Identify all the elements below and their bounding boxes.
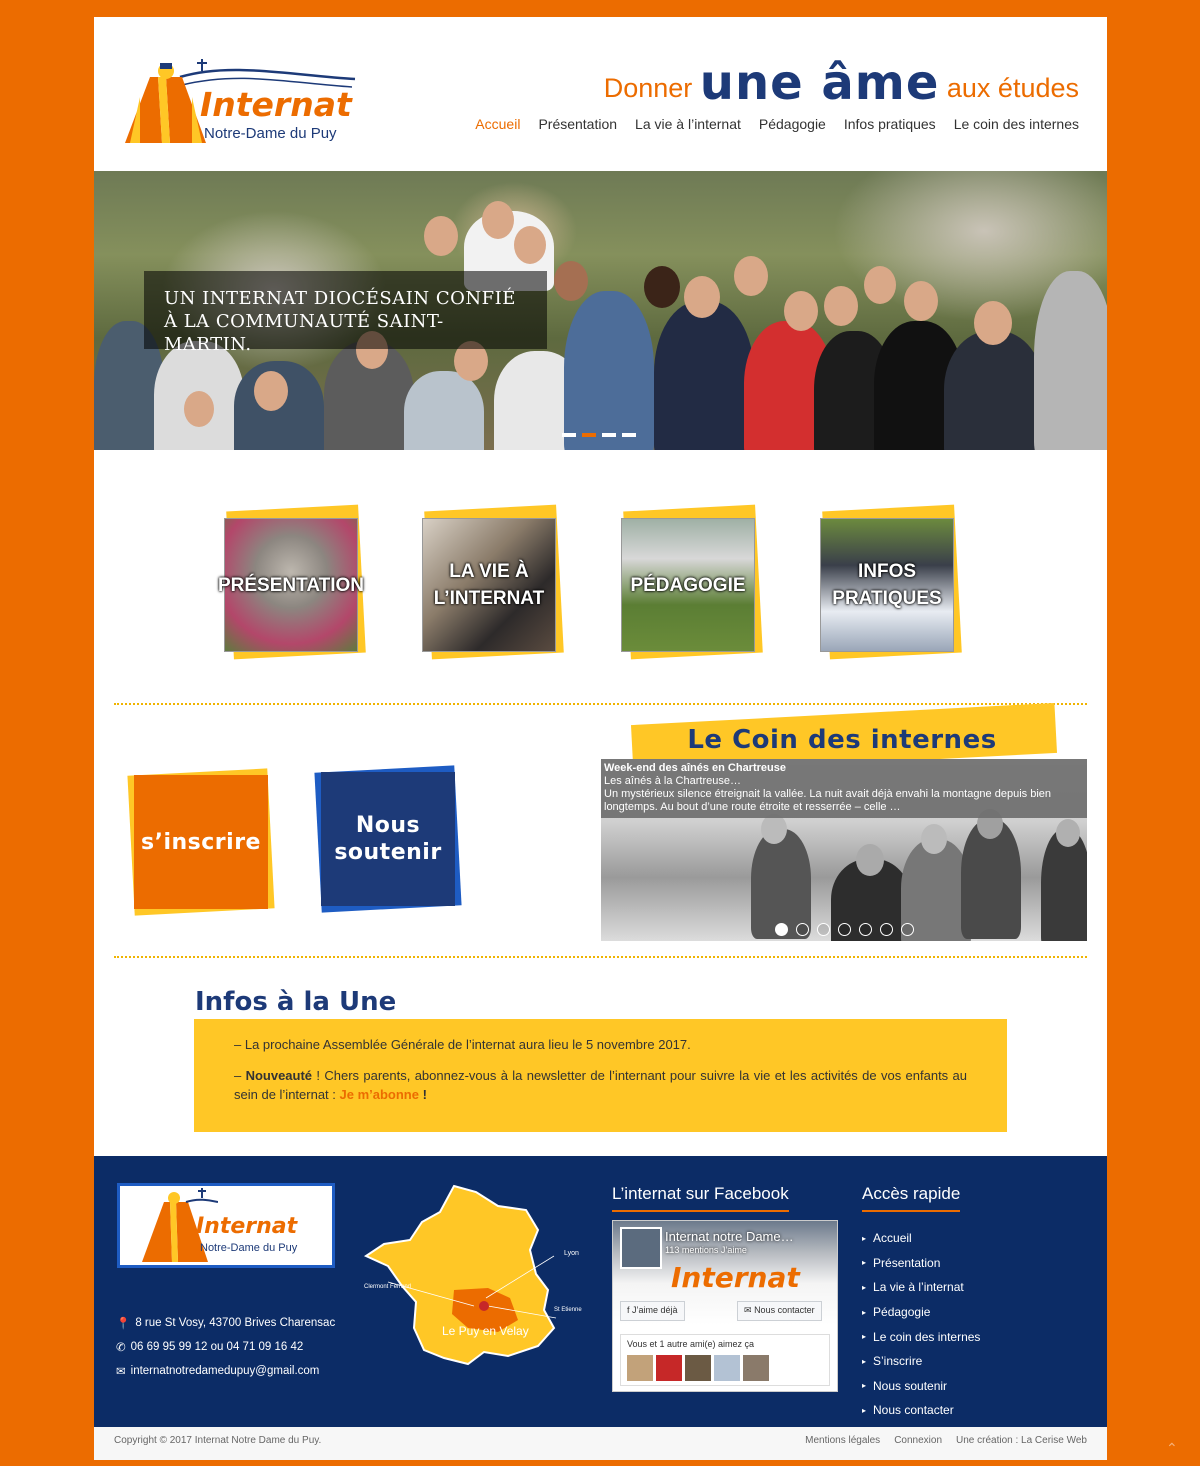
map-label-city: Le Puy en Velay — [442, 1324, 529, 1338]
subscribe-link[interactable]: Je m’abonne — [339, 1087, 419, 1102]
fb-page-thumbnail[interactable] — [620, 1227, 662, 1269]
nav-accueil[interactable]: Accueil — [475, 116, 521, 132]
quick-link-sinscrire[interactable]: ▸ S’inscrire — [862, 1349, 980, 1374]
coin-post-overlay[interactable] — [601, 759, 1087, 818]
hero-dot-active[interactable] — [582, 433, 596, 437]
logo-title: Internat — [200, 85, 352, 124]
infos-dash: – — [234, 1068, 246, 1083]
phone-text: 06 69 95 99 12 ou 04 71 09 16 42 — [130, 1341, 304, 1353]
coin-title: Le Coin des internes — [687, 725, 997, 755]
coin-dot[interactable] — [796, 923, 809, 936]
fb-contact-button[interactable] — [737, 1301, 822, 1321]
footer — [94, 1156, 1107, 1427]
fb-friend-avatars — [627, 1349, 823, 1383]
hero-slider[interactable] — [94, 171, 1107, 450]
map-pin-icon: 📍 — [116, 1318, 131, 1330]
nav-coin-internes[interactable]: Le coin des internes — [953, 116, 1079, 132]
credit-link[interactable]: Une création : La Cerise Web — [956, 1435, 1087, 1446]
coin-post-excerpt: Un mystérieux silence étreignait la vallée. La nuit avait déjà envahi la montagne depuis bien longtemps. Au bout d’une route étroite et resserrée – celle … — [604, 788, 1051, 813]
login-link[interactable]: Connexion — [894, 1435, 942, 1446]
facebook-widget[interactable] — [612, 1220, 838, 1392]
sinscrire-label: s’inscrire — [134, 775, 268, 909]
fb-like-count: 113 mentions J’aime — [665, 1245, 747, 1255]
nous-soutenir-label: Nous soutenir — [321, 772, 455, 906]
coin-dot[interactable] — [838, 923, 851, 936]
nav-infos-pratiques[interactable]: Infos pratiques — [843, 116, 936, 132]
quick-link-vie-internat[interactable]: ▸ La vie à l’internat — [862, 1275, 980, 1300]
fb-friends-box — [620, 1334, 830, 1386]
coin-dot[interactable] — [859, 923, 872, 936]
map-label-clermont: Clermont Ferrand — [364, 1284, 412, 1290]
hero-dot[interactable] — [622, 433, 636, 437]
site-logo[interactable] — [120, 57, 360, 149]
bottom-bar — [94, 1427, 1107, 1460]
bottom-links — [805, 1435, 1087, 1446]
fb-like-label: J’aime déjà — [632, 1305, 678, 1315]
avatar[interactable] — [685, 1355, 711, 1381]
infos-box — [194, 1019, 1007, 1132]
quick-link-nous-contacter[interactable]: ▸ Nous contacter — [862, 1398, 980, 1423]
nav-pedagogie[interactable]: Pédagogie — [758, 116, 826, 132]
nav-vie-internat[interactable]: La vie à l’internat — [635, 116, 741, 132]
infos-line1: – La prochaine Assemblée Générale de l’internat aura lieu le 5 novembre 2017. — [234, 1037, 691, 1052]
email-text[interactable]: internatnotredamedupuy@gmail.com — [130, 1365, 320, 1377]
tile-label: PÉDAGOGIE — [630, 574, 746, 596]
fb-like-button[interactable] — [620, 1301, 685, 1321]
infos-title: Infos à la Une — [195, 987, 397, 1017]
coin-post-subtitle: Les aînés à la Chartreuse… — [604, 775, 741, 787]
infos-line2 — [234, 1066, 967, 1104]
map-label-stetienne: St Etienne — [554, 1307, 582, 1313]
hero-dot[interactable] — [602, 433, 616, 437]
footer-phone — [116, 1340, 303, 1354]
tile-label: INFOS PRATIQUES — [832, 561, 942, 609]
tagline-big: une âme — [699, 55, 940, 111]
infos-nouveaute: Nouveauté — [245, 1068, 313, 1083]
hero-caption-line2: À LA COMMUNAUTÉ SAINT-MARTIN. — [164, 311, 444, 355]
france-map-icon — [358, 1178, 588, 1378]
coin-slider[interactable] — [601, 759, 1087, 941]
quick-link-nous-soutenir[interactable]: ▸ Nous soutenir — [862, 1374, 980, 1399]
copyright: Copyright © 2017 Internat Notre Dame du Puy. — [114, 1435, 322, 1446]
page — [94, 17, 1107, 1460]
footer-logo[interactable] — [117, 1183, 335, 1268]
fb-icon: f — [627, 1305, 630, 1315]
sinscrire-button[interactable] — [134, 775, 268, 909]
fb-page-name[interactable]: Internat notre Dame… — [665, 1229, 794, 1244]
tagline-pre: Donner — [603, 73, 693, 103]
infos-text: ! Chers parents, abonnez-vous à la newsletter de l’internant pour suivre la vie et les activités de vos enfants au sein de l’internat : — [234, 1068, 967, 1102]
avatar[interactable] — [714, 1355, 740, 1381]
tagline — [604, 53, 1079, 109]
hero-pagination — [562, 433, 636, 437]
tile-pedagogie[interactable] — [621, 518, 755, 652]
scroll-top-icon[interactable]: ⌃ — [1166, 1440, 1178, 1456]
coin-dot[interactable] — [901, 923, 914, 936]
quick-links — [862, 1226, 980, 1423]
nous-soutenir-button[interactable] — [321, 772, 455, 906]
footer-logo-subtitle: Notre-Dame du Puy — [200, 1242, 298, 1254]
section-divider — [114, 703, 1087, 705]
section-divider — [114, 956, 1087, 958]
footer-address — [116, 1316, 335, 1330]
quick-link-presentation[interactable]: ▸ Présentation — [862, 1251, 980, 1276]
fb-friends-text: Vous et 1 autre ami(e) aimez ça — [627, 1339, 755, 1349]
avatar[interactable] — [627, 1355, 653, 1381]
coin-post-title: Week-end des aînés en Chartreuse — [604, 762, 786, 774]
coin-pagination — [775, 923, 914, 936]
map-label-lyon: Lyon — [564, 1250, 579, 1257]
quick-link-accueil[interactable]: ▸ Accueil — [862, 1226, 980, 1251]
tagline-post: aux études — [946, 73, 1079, 103]
phone-icon: ✆ — [116, 1342, 126, 1354]
quick-link-pedagogie[interactable]: ▸ Pédagogie — [862, 1300, 980, 1325]
envelope-icon: ✉ — [744, 1305, 752, 1315]
main-nav — [475, 116, 1079, 132]
coin-dot-active[interactable] — [775, 923, 788, 936]
france-map — [358, 1178, 588, 1378]
tile-vie-internat[interactable] — [422, 518, 556, 652]
hero-caption — [144, 271, 547, 355]
nav-presentation[interactable]: Présentation — [538, 116, 618, 132]
address-text: 8 rue St Vosy, 43700 Brives Charensac — [135, 1317, 336, 1329]
hero-dot[interactable] — [562, 433, 576, 437]
legal-link[interactable]: Mentions légales — [805, 1435, 881, 1446]
tile-presentation[interactable] — [217, 518, 365, 652]
coin-dot[interactable] — [817, 923, 830, 936]
fb-cover-brand: Internat — [671, 1261, 800, 1294]
quick-access-heading: Accès rapide — [862, 1184, 960, 1212]
footer-email[interactable] — [116, 1364, 319, 1378]
hero-caption-line1: UN INTERNAT DIOCÉSAIN CONFIÉ — [164, 288, 516, 309]
facebook-heading: L’internat sur Facebook — [612, 1184, 789, 1212]
quick-link-coin-internes[interactable]: ▸ Le coin des internes — [862, 1324, 980, 1349]
tile-label: PRÉSENTATION — [217, 574, 365, 596]
footer-logo-title: Internat — [196, 1214, 298, 1239]
coin-dot[interactable] — [880, 923, 893, 936]
infos-end: ! — [418, 1087, 427, 1102]
tile-label: LA VIE À L’INTERNAT — [433, 561, 545, 609]
envelope-icon: ✉ — [116, 1366, 126, 1378]
tile-infos-pratiques[interactable] — [820, 518, 954, 652]
logo-subtitle: Notre-Dame du Puy — [204, 125, 337, 142]
fb-contact-label: Nous contacter — [754, 1305, 815, 1315]
avatar[interactable] — [743, 1355, 769, 1381]
avatar[interactable] — [656, 1355, 682, 1381]
